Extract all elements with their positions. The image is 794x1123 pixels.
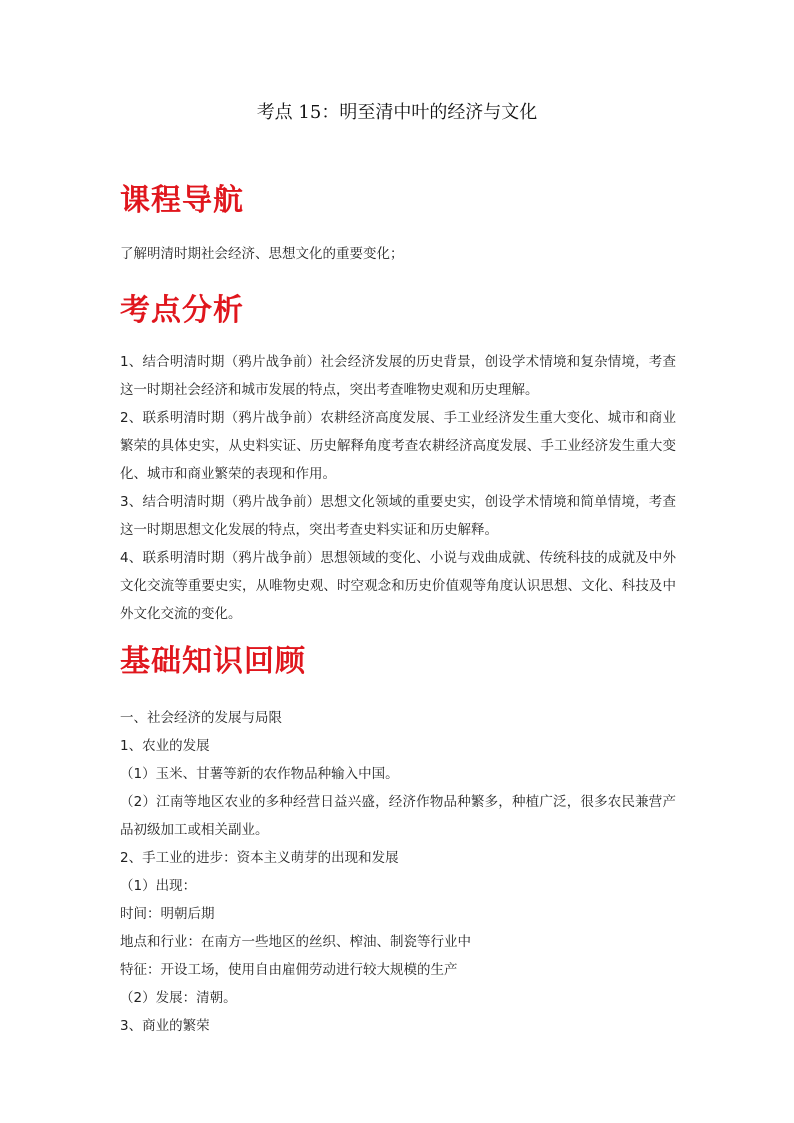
document-title: 考点 15：明至清中叶的经济与文化 bbox=[256, 102, 538, 123]
analysis-paragraph-2: 2、联系明清时期（鸦片战争前）农耕经济高度发展、手工业经济发生重大变化、城市和商业繁荣的具体史实，从史料实证、历史解释角度考查农耕经济高度发展、手工业经济发生重大变化、城市和商业繁荣的表现和作用。 bbox=[120, 410, 676, 482]
analysis-section bbox=[120, 348, 676, 628]
review-line: （2）江南等地区农业的多种经营日益兴盛，经济作物品种繁多，种植广泛，很多农民兼营产品初级加工或相关副业。 bbox=[120, 794, 676, 838]
review-line: 时间：明朝后期 bbox=[120, 906, 215, 922]
course-nav-text bbox=[120, 240, 676, 268]
course-nav-paragraph: 了解明清时期社会经济、思想文化的重要变化； bbox=[120, 246, 404, 262]
review-line: 1、农业的发展 bbox=[120, 738, 210, 754]
review-line: 特征：开设工场，使用自由雇佣劳动进行较大规模的生产 bbox=[120, 962, 458, 978]
review-line: 2、手工业的进步：资本主义萌芽的出现和发展 bbox=[120, 850, 399, 866]
review-line: 3、商业的繁荣 bbox=[120, 1018, 210, 1034]
review-heading: 基础知识回顾 bbox=[120, 644, 306, 679]
analysis-paragraph-3: 3、结合明清时期（鸦片战争前）思想文化领域的重要史实，创设学术情境和简单情境，考查这一时期思想文化发展的特点，突出考查史料实证和历史解释。 bbox=[120, 494, 676, 538]
analysis-heading: 考点分析 bbox=[120, 293, 244, 328]
review-line: （1）出现： bbox=[120, 878, 197, 894]
review-line: （2）发展：清朝。 bbox=[120, 990, 237, 1006]
analysis-paragraph-4: 4、联系明清时期（鸦片战争前）思想领域的变化、小说与戏曲成就、传统科技的成就及中外文化交流等重要史实，从唯物史观、时空观念和历史价值观等角度认识思想、文化、科技及中外文化交流的变化。 bbox=[120, 550, 676, 622]
review-line: 一、社会经济的发展与局限 bbox=[120, 710, 282, 726]
course-nav-heading: 课程导航 bbox=[120, 183, 244, 218]
review-section bbox=[120, 704, 676, 1040]
review-line: （1）玉米、甘薯等新的农作物品种输入中国。 bbox=[120, 766, 399, 782]
review-line: 地点和行业：在南方一些地区的丝织、榨油、制瓷等行业中 bbox=[120, 934, 471, 950]
analysis-paragraph-1: 1、结合明清时期（鸦片战争前）社会经济发展的历史背景，创设学术情境和复杂情境，考查这一时期社会经济和城市发展的特点，突出考查唯物史观和历史理解。 bbox=[120, 354, 676, 398]
